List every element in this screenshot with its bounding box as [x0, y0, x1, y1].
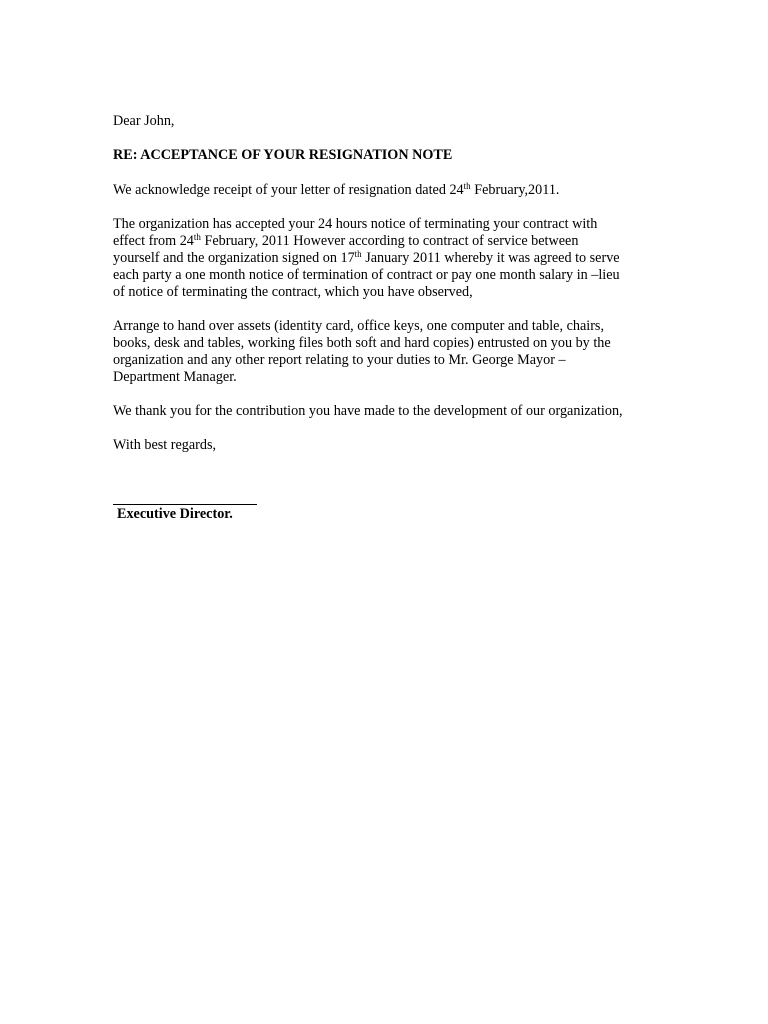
notice-line-3-end: January 2011 whereby it was agreed to serve — [361, 250, 620, 266]
notice-line-2 — [113, 233, 663, 250]
greeting: Dear John, — [113, 113, 175, 129]
acknowledgement-date: February,2011. — [470, 182, 560, 198]
ordinal-suffix: th — [463, 181, 471, 191]
ordinal-suffix: th — [354, 249, 362, 259]
signatory-title: Executive Director. — [117, 506, 233, 522]
handover-line-1: Arrange to hand over assets (identity card, office keys, one computer and table, chairs, — [113, 318, 604, 334]
notice-line-4: each party a one month notice of termination of contract or pay one month salary in –lieu — [113, 267, 620, 283]
notice-line-1: The organization has accepted your 24 hours notice of terminating your contract with — [113, 216, 598, 232]
closing: With best regards, — [113, 437, 217, 453]
notice-line-2-end: February, 2011 However according to contract of service between — [200, 233, 579, 249]
acknowledgement-text: We acknowledge receipt of your letter of resignation dated 24 — [113, 182, 464, 198]
notice-line-2-start: effect from 24 — [113, 233, 194, 249]
paragraph-notice — [113, 216, 663, 301]
paragraph-acknowledgement — [113, 182, 663, 199]
ordinal-suffix: th — [193, 232, 201, 242]
signature-line — [113, 488, 257, 505]
handover-line-3: organization and any other report relating to your duties to Mr. George Mayor – — [113, 352, 566, 368]
paragraph-thanks: We thank you for the contribution you have made to the development of our organization, — [113, 403, 623, 419]
notice-line-3-start: yourself and the organization signed on 17 — [113, 250, 355, 266]
notice-line-5: of notice of terminating the contract, which you have observed, — [113, 284, 473, 300]
paragraph-handover — [113, 318, 663, 386]
handover-line-2: books, desk and tables, working files both soft and hard copies) entrusted on you by the — [113, 335, 611, 351]
notice-line-3 — [113, 250, 663, 267]
subject-line: RE: ACCEPTANCE OF YOUR RESIGNATION NOTE — [113, 147, 453, 163]
handover-line-4: Department Manager. — [113, 369, 237, 385]
letter-page — [113, 113, 663, 523]
